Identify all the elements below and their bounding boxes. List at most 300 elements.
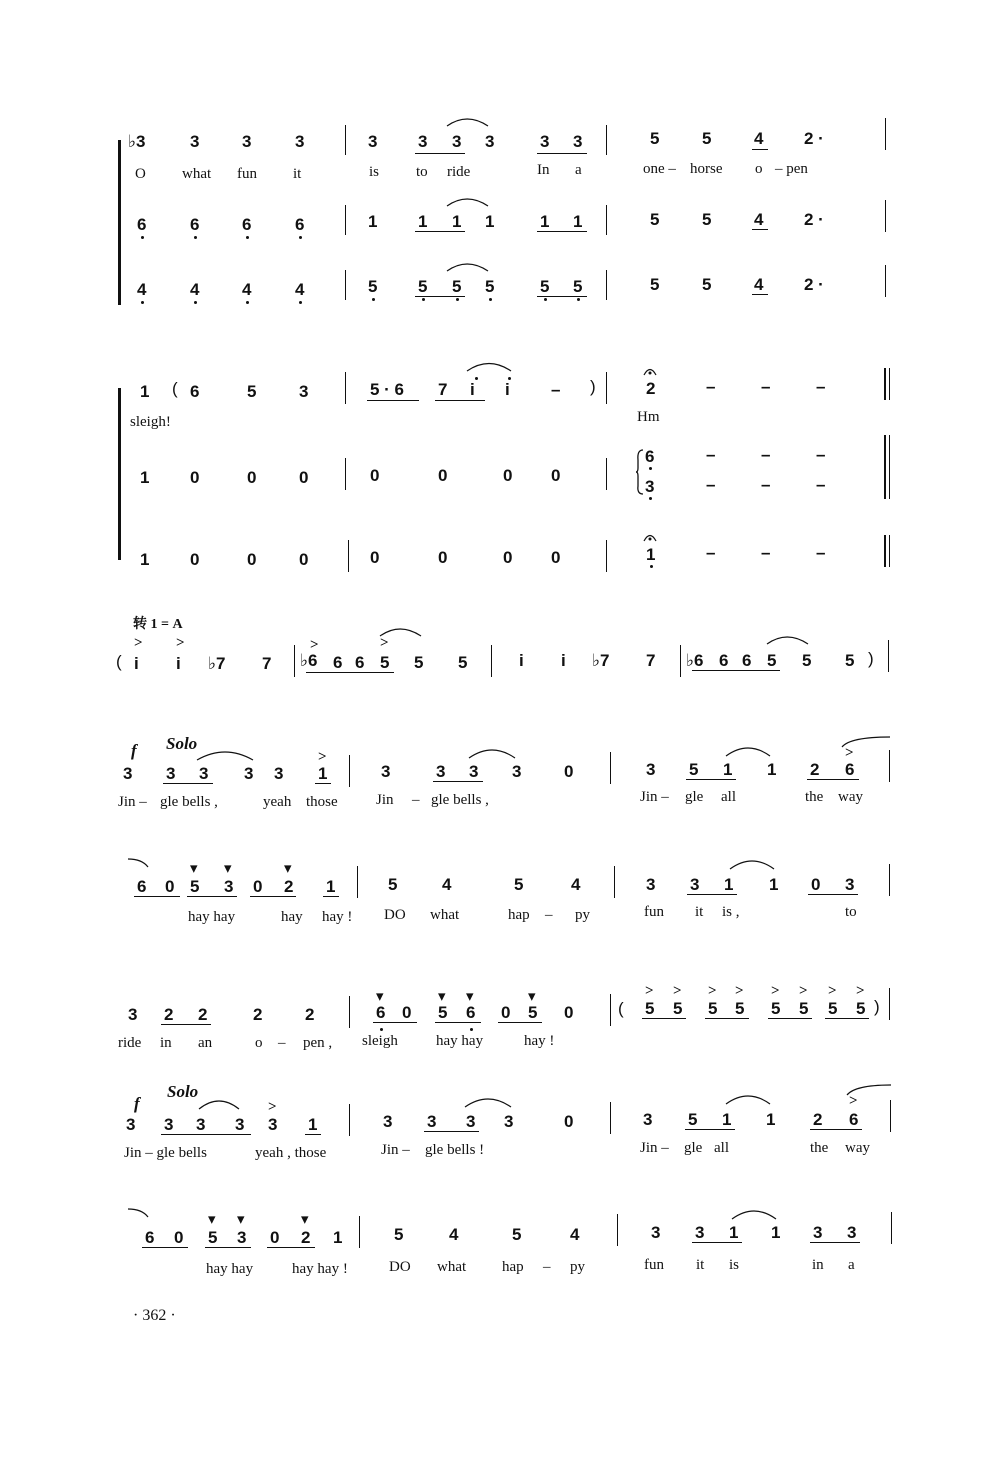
lyric: in [812, 1257, 824, 1273]
note: 4 [295, 280, 305, 299]
underline [367, 400, 419, 401]
note: 3 [643, 1110, 653, 1129]
solo-label: Solo [167, 1082, 199, 1101]
note: 6 [190, 382, 200, 401]
note: 3 [274, 764, 284, 783]
lyric: in [160, 1035, 172, 1051]
slur [724, 744, 772, 758]
accent: > [735, 983, 744, 999]
underline [692, 670, 780, 671]
note: 0 [299, 550, 309, 569]
note: 5 [528, 1003, 538, 1022]
barline [606, 270, 607, 300]
barline [885, 200, 886, 232]
accent: > [268, 1099, 277, 1115]
note: 5 [438, 1003, 448, 1022]
slur [378, 626, 423, 638]
underline [134, 896, 180, 897]
lyric: sleigh! [130, 414, 171, 430]
note: 0 [501, 1003, 511, 1022]
note: i [134, 654, 139, 673]
lyric: fun [644, 904, 664, 920]
note: 5 [514, 875, 524, 894]
note: 3 [368, 132, 378, 151]
note: 5 [650, 129, 660, 148]
lyric: the [810, 1140, 829, 1156]
lyric: O [135, 166, 146, 182]
low-octave-dot [456, 298, 459, 301]
note: ♭7 [208, 654, 226, 673]
high-octave-dot [508, 377, 511, 380]
note: 0 [564, 1112, 574, 1131]
low-octave-dot [299, 236, 302, 239]
note: 5 [702, 275, 712, 294]
note: 6 [242, 215, 252, 234]
lyric: gle [685, 789, 704, 805]
note: 3 [381, 762, 391, 781]
barline [349, 1104, 350, 1136]
note: 0 [165, 877, 175, 896]
note: 1 [326, 877, 336, 896]
note: 5 [485, 277, 495, 296]
note: 1 [724, 875, 734, 894]
note: 5 [247, 382, 257, 401]
note: 0 [564, 1003, 574, 1022]
dash: – [706, 445, 716, 464]
accent: > [799, 983, 808, 999]
note: i [519, 651, 524, 670]
lyric: it [696, 1257, 705, 1273]
note: 0 [247, 550, 257, 569]
barline [888, 640, 889, 672]
note: 1 [418, 212, 428, 231]
note: 1 [140, 550, 150, 569]
note: 1 [769, 875, 779, 894]
note: 1 [308, 1115, 318, 1134]
slur [445, 261, 490, 273]
note: 3 [128, 1005, 138, 1024]
note: 6 [190, 215, 200, 234]
lyric: a [575, 162, 582, 178]
low-octave-dot [649, 467, 652, 470]
underline [810, 1242, 860, 1243]
lyric: DO [384, 907, 406, 923]
note: 3 [242, 132, 252, 151]
note: 5 [650, 210, 660, 229]
dash: – [761, 543, 771, 562]
underline [163, 783, 213, 784]
barline [890, 1100, 891, 1132]
underline [433, 781, 483, 782]
lyric: hay hay [188, 909, 236, 925]
dash: – [551, 380, 561, 399]
underline [498, 1022, 542, 1023]
lyric: it [293, 166, 302, 182]
slur [728, 857, 776, 871]
note: 5 [380, 653, 390, 672]
note: 0 [402, 1003, 412, 1022]
lyric: Jin – [640, 789, 669, 805]
staccato-mark: ▾ [466, 989, 474, 1005]
staccato-mark: ▾ [438, 989, 446, 1005]
lyric: – [543, 1259, 551, 1275]
note: 0 [174, 1228, 184, 1247]
note: 1 [729, 1223, 739, 1242]
note: 4 [242, 280, 252, 299]
low-octave-dot [470, 1028, 473, 1031]
accent: > [176, 635, 185, 651]
paren-close: ) [874, 997, 880, 1016]
note: 5 [673, 999, 683, 1018]
slur [724, 1092, 772, 1106]
barline [885, 118, 886, 150]
low-octave-dot [246, 236, 249, 239]
note: 5 [368, 277, 378, 296]
barline [617, 1214, 618, 1246]
barline [606, 372, 607, 404]
lyric: it [695, 904, 704, 920]
note: 5 [689, 760, 699, 779]
solo-label: Solo [166, 734, 198, 753]
note: ♭7 [592, 651, 610, 670]
note: 5 [767, 651, 777, 670]
note: 6 [849, 1110, 859, 1129]
note: i [505, 380, 510, 399]
note: 0 [811, 875, 821, 894]
underline [685, 1129, 735, 1130]
note: 3 [504, 1112, 514, 1131]
note: 1 [452, 212, 462, 231]
note: 3 [196, 1115, 206, 1134]
slur [465, 360, 513, 373]
underline [537, 153, 587, 154]
underline [687, 894, 737, 895]
note: 3 [847, 1223, 857, 1242]
underline [161, 1134, 251, 1135]
dash: – [706, 475, 716, 494]
note: 6 [145, 1228, 155, 1247]
note: 3 [512, 762, 522, 781]
note: 3 [466, 1112, 476, 1131]
underline [642, 1018, 686, 1019]
note: 3 [235, 1115, 245, 1134]
lyric: ride [118, 1035, 142, 1051]
note: 3 [813, 1223, 823, 1242]
underline [825, 1018, 869, 1019]
accent: > [771, 983, 780, 999]
note: 1 [573, 212, 583, 231]
note: 5 [512, 1225, 522, 1244]
note: 1 [767, 760, 777, 779]
staccato-mark: ▾ [237, 1212, 245, 1228]
barline [349, 996, 350, 1028]
note: 6 [137, 215, 147, 234]
note: 5 [708, 999, 718, 1018]
note: 1 [368, 212, 378, 231]
barline [345, 458, 346, 490]
lyric: DO [389, 1259, 411, 1275]
note: 7 [262, 654, 272, 673]
lyric: Jin – [381, 1142, 410, 1158]
dash: – [761, 445, 771, 464]
note: 4 [449, 1225, 459, 1244]
lyric: hay [281, 909, 303, 925]
barline [610, 994, 611, 1026]
note: 0 [190, 468, 200, 487]
note: 0 [270, 1228, 280, 1247]
note: 1 [771, 1223, 781, 1242]
barline [610, 1102, 611, 1134]
underline [705, 1018, 749, 1019]
note: 0 [551, 466, 561, 485]
key-change: 转 1 = A [133, 617, 183, 632]
note: ♭6 [686, 651, 704, 670]
note: 6 [376, 1003, 386, 1022]
note: 1 [722, 1110, 732, 1129]
note: 5 [208, 1228, 218, 1247]
note: i [561, 651, 566, 670]
note: 3 [646, 760, 656, 779]
barline [294, 645, 295, 677]
underline [415, 153, 465, 154]
note: 3 [573, 132, 583, 151]
underline [373, 1022, 417, 1023]
note: 3 [651, 1223, 661, 1242]
dynamic-forte: f [134, 1094, 140, 1113]
underline [305, 1134, 321, 1135]
note: 2 [305, 1005, 315, 1024]
note: 1 [318, 764, 328, 783]
note: 3 [695, 1223, 705, 1242]
note: 3 [540, 132, 550, 151]
accent: > [849, 1093, 858, 1109]
underline [810, 1129, 862, 1130]
note: 2 [646, 379, 656, 398]
note: 2 [198, 1005, 208, 1024]
note: 0 [503, 466, 513, 485]
low-octave-dot [577, 298, 580, 301]
lyric: gle bells ! [425, 1142, 485, 1158]
barline [680, 645, 681, 677]
note: 3 [244, 764, 254, 783]
note: 3 [224, 877, 234, 896]
low-octave-dot [141, 301, 144, 304]
final-barline [884, 535, 886, 567]
barline [359, 1216, 360, 1248]
page-number: · 362 · [133, 1307, 176, 1324]
underline [424, 1131, 479, 1132]
underline [142, 1247, 188, 1248]
low-octave-dot [650, 565, 653, 568]
barline [889, 864, 890, 896]
lyric: way [845, 1140, 870, 1156]
note: 5 [688, 1110, 698, 1129]
lyric: fun [644, 1257, 664, 1273]
lyric: In [537, 162, 550, 178]
lyric: a [848, 1257, 855, 1273]
staccato-mark: ▾ [376, 989, 384, 1005]
note: 6 [137, 877, 147, 896]
accent: > [318, 749, 327, 765]
lyric: is , [722, 904, 740, 920]
lyric: o [255, 1035, 263, 1051]
note: 6 [742, 651, 752, 670]
low-octave-dot [544, 298, 547, 301]
lyric: hap [502, 1259, 524, 1275]
note: 7 [646, 651, 656, 670]
lyric: – [412, 792, 420, 808]
barline [606, 458, 607, 490]
note: 5 [573, 277, 583, 296]
note: 5 [845, 651, 855, 670]
note: 4 [754, 129, 764, 148]
note: i [176, 654, 181, 673]
note: 2 · [804, 129, 824, 148]
barline [349, 755, 350, 787]
staccato-mark: ▾ [224, 861, 232, 877]
low-octave-dot [141, 236, 144, 239]
note: 3 [166, 764, 176, 783]
tie-end [126, 1207, 150, 1219]
note: 5 [540, 277, 550, 296]
dash: – [816, 377, 826, 396]
note: 2 [301, 1228, 311, 1247]
note: 0 [551, 548, 561, 567]
lyric: is [369, 164, 380, 180]
accent: > [708, 983, 717, 999]
accent: > [310, 637, 319, 653]
dynamic-forte: f [131, 741, 137, 760]
barline [606, 125, 607, 155]
note: 5 [802, 651, 812, 670]
note: 3 [452, 132, 462, 151]
note: 1 [333, 1228, 343, 1247]
barline [345, 372, 346, 404]
note: 2 · [804, 275, 824, 294]
note: 4 [137, 280, 147, 299]
note: 7 [438, 380, 448, 399]
slur [445, 196, 490, 208]
lyric: hay hay [206, 1261, 254, 1277]
note: 2 [813, 1110, 823, 1129]
lyric: Hm [637, 409, 660, 425]
note: 5 [650, 275, 660, 294]
paren-open: ( [116, 652, 122, 671]
note: 2 [164, 1005, 174, 1024]
note: 2 [253, 1005, 263, 1024]
note: 0 [438, 548, 448, 567]
note: 1 [723, 760, 733, 779]
note: 3 [199, 764, 209, 783]
note: 3 [845, 875, 855, 894]
lyric: gle [684, 1140, 703, 1156]
barline [891, 1212, 892, 1244]
underline [415, 231, 465, 232]
fermata-icon [642, 532, 658, 542]
lyric: py [575, 907, 590, 923]
slur [467, 746, 517, 760]
underline [250, 896, 296, 897]
accent: > [828, 983, 837, 999]
lyric: – [545, 907, 553, 923]
lyric: o [755, 161, 763, 177]
note: ♭3 [128, 132, 146, 151]
note: 0 [564, 762, 574, 781]
lyric: what [182, 166, 212, 182]
underline [752, 229, 768, 230]
underline [435, 1022, 481, 1023]
underline [692, 1242, 742, 1243]
lyric: yeah , those [255, 1145, 327, 1161]
dash: – [706, 377, 716, 396]
note: 3 [237, 1228, 247, 1247]
note: 3 [646, 875, 656, 894]
note: 4 [754, 210, 764, 229]
staccato-mark: ▾ [190, 861, 198, 877]
lyric: Jin – [118, 794, 147, 810]
note: 0 [253, 877, 263, 896]
note: 4 [190, 280, 200, 299]
note: 5 [702, 210, 712, 229]
lyric: what [437, 1259, 467, 1275]
underline [187, 896, 237, 897]
accent: > [856, 983, 865, 999]
underline [808, 894, 858, 895]
note: 0 [438, 466, 448, 485]
accent: > [134, 635, 143, 651]
note: 3 [123, 764, 133, 783]
final-barline [884, 368, 886, 400]
note: 4 [570, 1225, 580, 1244]
slur [195, 748, 255, 762]
underline [752, 294, 768, 295]
dash: – [816, 445, 826, 464]
lyric: yeah [263, 794, 292, 810]
lyric: the [805, 789, 824, 805]
lyric: an [198, 1035, 213, 1051]
note: 2 · [804, 210, 824, 229]
low-octave-dot [649, 497, 652, 500]
lyric: Jin – gle bells [124, 1145, 207, 1161]
lyric: gle bells , [431, 792, 489, 808]
barline [357, 866, 358, 898]
note: 5 [414, 653, 424, 672]
dash: – [706, 543, 716, 562]
note: 1 [485, 212, 495, 231]
note: 3 [126, 1115, 136, 1134]
note: 5 · 6 [370, 380, 405, 399]
lyric: all [714, 1140, 729, 1156]
slur [197, 1097, 241, 1111]
note: 0 [299, 468, 309, 487]
lyric: hay hay [436, 1033, 484, 1049]
lyric: ride [447, 164, 471, 180]
note: 5 [856, 999, 866, 1018]
underline [537, 296, 587, 297]
lyric: to [845, 904, 857, 920]
lyric: way [838, 789, 863, 805]
underline [161, 1024, 211, 1025]
underline [205, 1247, 251, 1248]
note: 6 [355, 653, 365, 672]
dash: – [816, 543, 826, 562]
barline [606, 540, 607, 572]
note: ♭6 [300, 651, 318, 670]
accent: > [645, 983, 654, 999]
note: 3 [268, 1115, 278, 1134]
lyric: hay hay ! [292, 1261, 348, 1277]
slur [730, 1207, 778, 1221]
